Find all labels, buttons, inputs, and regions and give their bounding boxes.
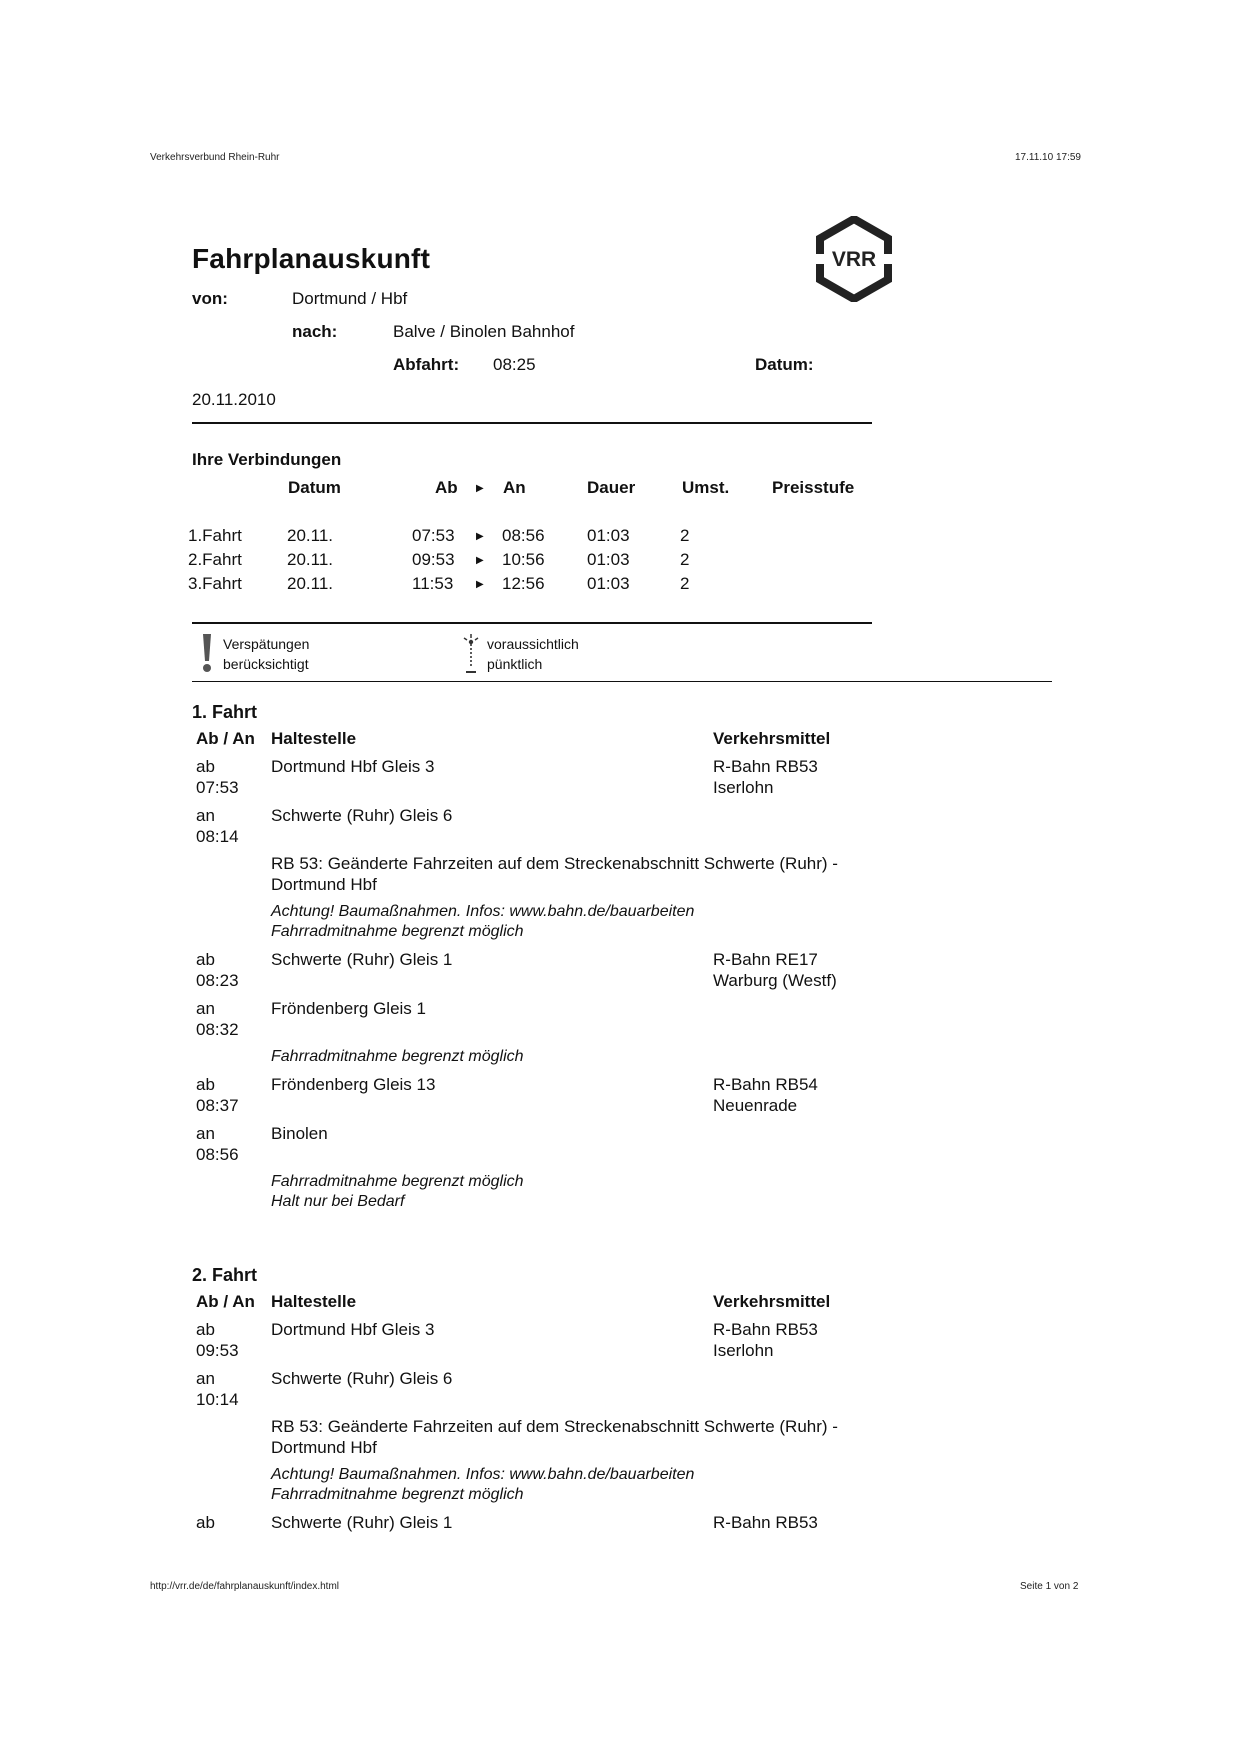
abfahrt-value: 08:25 (493, 355, 536, 374)
divider (192, 422, 872, 424)
stop-time: 08:14 (196, 827, 239, 846)
connection-ab: 09:53 (412, 550, 455, 569)
connection-an: 08:56 (502, 526, 545, 545)
transport-line: R-Bahn RB53 (713, 1513, 818, 1532)
stop-dir: an (196, 1124, 215, 1143)
transport-line: R-Bahn RE17 (713, 950, 818, 969)
stop-name: Binolen (271, 1124, 328, 1143)
nach-value: Balve / Binolen Bahnhof (393, 322, 575, 341)
stop-name: Schwerte (Ruhr) Gleis 1 (271, 950, 453, 969)
stop-time: 07:53 (196, 778, 239, 797)
notice-italic: Achtung! Baumaßnahmen. Infos: www.bahn.de/bauarbeiten (271, 903, 695, 920)
col-ab-an: Ab / An (196, 729, 255, 748)
col-verkehrsmittel: Verkehrsmittel (713, 1292, 831, 1311)
notice-text: Dortmund Hbf (271, 875, 377, 894)
connection-name[interactable]: 3.Fahrt (188, 574, 242, 593)
transport-destination: Iserlohn (713, 778, 774, 797)
datum-label: Datum: (755, 355, 814, 374)
connection-an: 12:56 (502, 574, 545, 593)
footer-url[interactable]: http://vrr.de/de/fahrplanauskunft/index.html (150, 1581, 339, 1592)
stop-dir: ab (196, 1075, 215, 1094)
divider (192, 622, 872, 624)
transport-line: R-Bahn RB54 (713, 1075, 818, 1094)
legend-ontime-line2: pünktlich (487, 656, 543, 672)
von-label: von: (192, 289, 228, 308)
col-umst: Umst. (682, 478, 730, 497)
col-haltestelle: Haltestelle (271, 1292, 357, 1311)
connection-ab: 07:53 (412, 526, 455, 545)
notice-italic: Fahrradmitnahme begrenzt möglich (271, 1486, 524, 1503)
header-timestamp: 17.11.10 17:59 (1015, 152, 1081, 163)
transport-line: R-Bahn RB53 (713, 1320, 818, 1339)
header-org: Verkehrsverbund Rhein-Ruhr (150, 152, 280, 163)
notice-italic: Fahrradmitnahme begrenzt möglich (271, 1048, 524, 1065)
datum-value: 20.11.2010 (192, 390, 276, 409)
stop-time: 08:56 (196, 1145, 239, 1164)
stop-name: Fröndenberg Gleis 1 (271, 999, 426, 1018)
stop-name: Schwerte (Ruhr) Gleis 1 (271, 1513, 453, 1532)
col-dauer: Dauer (587, 478, 636, 497)
connection-dauer: 01:03 (587, 574, 630, 593)
connection-datum: 20.11. (287, 526, 334, 545)
von-value: Dortmund / Hbf (292, 289, 408, 308)
notice-italic: Fahrradmitnahme begrenzt möglich (271, 1173, 524, 1190)
stop-time: 09:53 (196, 1341, 239, 1360)
transport-destination: Iserlohn (713, 1341, 774, 1360)
stop-dir: an (196, 1369, 215, 1388)
trip1-title: 1. Fahrt (192, 702, 258, 722)
notice-text: Dortmund Hbf (271, 1438, 377, 1457)
connection-an: 10:56 (502, 550, 545, 569)
transport-destination: Warburg (Westf) (713, 971, 837, 990)
col-ab-an: Ab / An (196, 1292, 255, 1311)
notice-italic: Achtung! Baumaßnahmen. Infos: www.bahn.de/bauarbeiten (271, 1466, 695, 1483)
stop-dir: an (196, 999, 215, 1018)
connection-datum: 20.11. (287, 550, 334, 569)
ontime-signal-icon (462, 632, 480, 676)
stop-dir: ab (196, 1513, 215, 1532)
arrow-right-icon: ▶ (476, 483, 484, 494)
stop-dir: ab (196, 1320, 215, 1339)
page-title: Fahrplanauskunft (192, 243, 431, 274)
connection-dauer: 01:03 (587, 526, 630, 545)
abfahrt-label: Abfahrt: (393, 355, 460, 374)
connection-name[interactable]: 2.Fahrt (188, 550, 242, 569)
arrow-right-icon: ▶ (476, 579, 484, 590)
stop-name: Schwerte (Ruhr) Gleis 6 (271, 806, 453, 825)
stop-dir: ab (196, 950, 215, 969)
legend-delay-line2: berücksichtigt (223, 656, 309, 672)
stop-time: 08:37 (196, 1096, 239, 1115)
legend-ontime-line1: voraussichtlich (487, 636, 579, 652)
stop-time: 10:14 (196, 1390, 239, 1409)
col-verkehrsmittel: Verkehrsmittel (713, 729, 831, 748)
connection-dauer: 01:03 (587, 550, 630, 569)
stop-time: 08:32 (196, 1020, 239, 1039)
connection-datum: 20.11. (287, 574, 334, 593)
stop-name: Dortmund Hbf Gleis 3 (271, 1320, 435, 1339)
col-preisstufe: Preisstufe (772, 478, 855, 497)
footer-page: Seite 1 von 2 (1020, 1581, 1079, 1592)
legend-delay-line1: Verspätungen (223, 636, 310, 652)
trip2-title: 2. Fahrt (192, 1265, 258, 1285)
notice-text: RB 53: Geänderte Fahrzeiten auf dem Streckenabschnitt Schwerte (Ruhr) - (271, 854, 838, 873)
connections-title: Ihre Verbindungen (192, 450, 342, 469)
notice-italic: Halt nur bei Bedarf (271, 1193, 405, 1210)
connection-umst: 2 (680, 550, 690, 569)
nach-label: nach: (292, 322, 338, 341)
col-ab: Ab (435, 478, 458, 497)
stop-time: 08:23 (196, 971, 239, 990)
col-an: An (503, 478, 526, 497)
stop-name: Dortmund Hbf Gleis 3 (271, 757, 435, 776)
exclamation-icon (200, 634, 214, 674)
arrow-right-icon: ▶ (476, 555, 484, 566)
arrow-right-icon: ▶ (476, 531, 484, 542)
transport-line: R-Bahn RB53 (713, 757, 818, 776)
connection-umst: 2 (680, 526, 690, 545)
notice-text: RB 53: Geänderte Fahrzeiten auf dem Streckenabschnitt Schwerte (Ruhr) - (271, 1417, 838, 1436)
connection-ab: 11:53 (412, 574, 454, 593)
stop-dir: an (196, 806, 215, 825)
notice-italic: Fahrradmitnahme begrenzt möglich (271, 923, 524, 940)
col-datum: Datum (288, 478, 341, 497)
connection-name[interactable]: 1.Fahrt (188, 526, 242, 545)
stop-dir: ab (196, 757, 215, 776)
divider (192, 681, 1052, 682)
col-haltestelle: Haltestelle (271, 729, 357, 748)
vrr-logo-text: VRR (831, 248, 877, 271)
stop-name: Schwerte (Ruhr) Gleis 6 (271, 1369, 453, 1388)
connection-umst: 2 (680, 574, 690, 593)
vrr-logo (815, 216, 893, 302)
transport-destination: Neuenrade (713, 1096, 798, 1115)
stop-name: Fröndenberg Gleis 13 (271, 1075, 436, 1094)
